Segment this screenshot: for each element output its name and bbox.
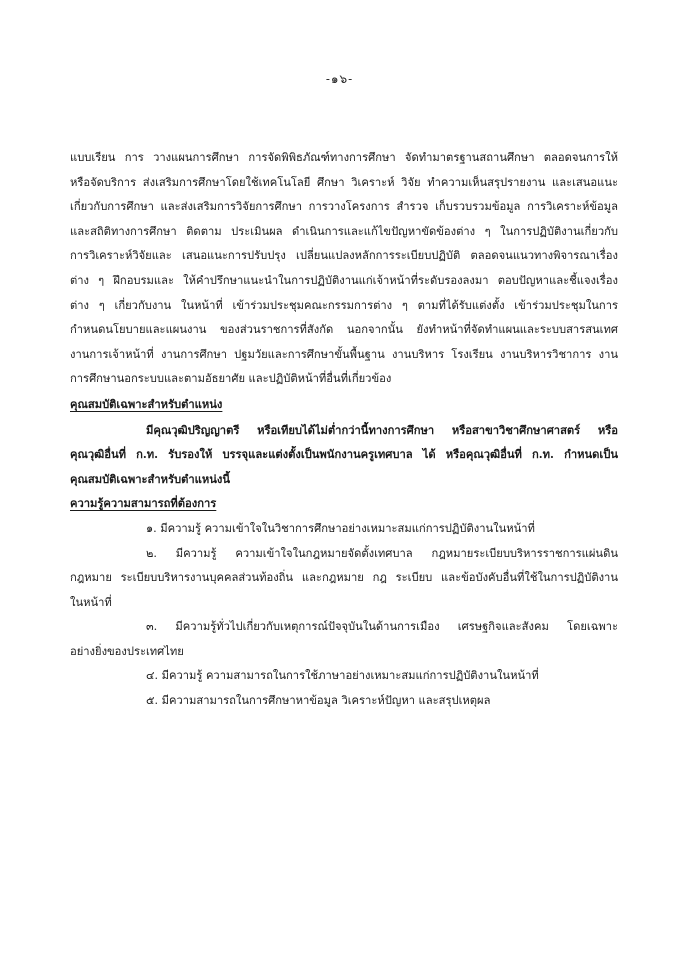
paragraph-line: งานการเจ้าหน้าที่ งานการศึกษา ปฐมวัยและการศึกษาขั้นพื้นฐาน งานบริหาร โรงเรียน งานบริหารวิชาการ งาน <box>70 347 618 361</box>
paragraph-line: กำหนดนโยบายและแผนงาน ของส่วนราชการที่สังกัด นอกจากนั้น ยังทำหน้าที่จัดทำแผนและระบบสารสนเทศ <box>70 323 618 337</box>
paragraph-line: เกี่ยวกับการศึกษา และส่งเสริมการวิจัยการศึกษา การวางโครงการ สำรวจ เก็บรวบรวมข้อมูล การวิเคราะห์ข้อมูล <box>70 200 618 214</box>
competency-item-3-cont: อย่างยิ่งของประเทศไทย <box>70 644 184 658</box>
competency-item-1: ๑. มีความรู้ ความเข้าใจในวิชาการศึกษาอย่างเหมาะสมแก่การปฏิบัติงานในหน้าที่ <box>146 521 535 535</box>
qualifications-heading: คุณสมบัติเฉพาะสำหรับตำแหน่ง <box>70 396 223 411</box>
qualifications-line: คุณวุฒิอื่นที่ ก.ท. รับรองให้ บรรจุและแต่งตั้งเป็นพนักงานครูเทศบาล ได้ หรือคุณวุฒิอื่นที่ ก.ท. กำหนดเป็น <box>70 447 618 462</box>
competency-item-4: ๔. มีความรู้ ความสามารถในการใช้ภาษาอย่างเหมาะสมแก่การปฏิบัติงานในหน้าที่ <box>146 669 539 683</box>
paragraph-line: และสถิติทางการศึกษา ติดตาม ประเมินผล ดำเนินการและแก้ไขปัญหาขัดข้องต่าง ๆ ในการปฏิบัติงานเกี่ยวกับ <box>70 224 618 238</box>
paragraph-line: หรือจัดบริการ ส่งเสริมการศึกษาโดยใช้เทคโนโลยี ศึกษา วิเคราะห์ วิจัย ทำความเห็นสรุปรายงาน และเสนอแนะ <box>70 175 618 189</box>
duties-paragraph <box>70 146 618 392</box>
qualifications-line: คุณสมบัติเฉพาะสำหรับตำแหน่งนี้ <box>70 471 231 486</box>
competency-item-5: ๕. มีความสามารถในการศึกษาหาข้อมูล วิเคราะห์ปัญหา และสรุปเหตุผล <box>146 694 491 708</box>
paragraph-line: แบบเรียน การ วางแผนการศึกษา การจัดพิพิธภัณฑ์ทางการศึกษา จัดทำมาตรฐานสถานศึกษา ตลอดจนการให้ <box>70 151 618 164</box>
document-body <box>70 146 618 714</box>
paragraph-line: ต่าง ๆ เกี่ยวกับงาน ในหน้าที่ เข้าร่วมประชุมคณะกรรมการต่าง ๆ ตามที่ได้รับแต่งตั้ง เข้าร่วมประชุมในการ <box>70 298 618 312</box>
qualifications-line: มีคุณวุฒิปริญญาตรี หรือเทียบได้ไม่ต่ำกว่านี้ทางการศึกษา หรือสาขาวิชาศึกษาศาสตร์ หรือ <box>146 422 618 437</box>
paragraph-line: การวิเคราะห์วิจัยและ เสนอแนะการปรับปรุง เปลี่ยนแปลงหลักการระเบียบปฏิบัติ ตลอดจนแนวทางพิจารณาเรื่อง <box>70 249 618 263</box>
page-number: -๑๖- <box>325 72 354 86</box>
competency-item-2-cont: กฎหมาย ระเบียบบริหารงานบุคคลส่วนท้องถิ่น และกฎหมาย กฎ ระเบียบ และข้อบังคับอื่นที่ใช้ในการปฏิบัติงาน <box>70 571 618 585</box>
qualifications-section <box>70 392 618 491</box>
competency-item-2: ๒. มีความรู้ ความเข้าใจในกฎหมายจัดตั้งเทศบาล กฎหมายระเบียบบริหารราชการแผ่นดิน <box>146 546 618 560</box>
competency-item-2-cont: ในหน้าที่ <box>70 595 112 609</box>
competencies-section <box>70 491 618 713</box>
competencies-heading: ความรู้ความสามารถที่ต้องการ <box>70 496 217 511</box>
paragraph-line: ต่าง ๆ ฝึกอบรมและ ให้คำปรึกษาแนะนำในการปฏิบัติงานแก่เจ้าหน้าที่ระดับรองลงมา ตอบปัญหาและชี้แจงเรื่อง <box>70 273 618 287</box>
paragraph-line: การศึกษานอกระบบและตามอัธยาศัย และปฏิบัติหน้าที่อื่นที่เกี่ยวข้อง <box>70 372 392 386</box>
competency-item-3: ๓. มีความรู้ทั่วไปเกี่ยวกับเหตุการณ์ปัจจุบันในด้านการเมือง เศรษฐกิจและสังคม โดยเฉพาะ <box>146 620 618 634</box>
